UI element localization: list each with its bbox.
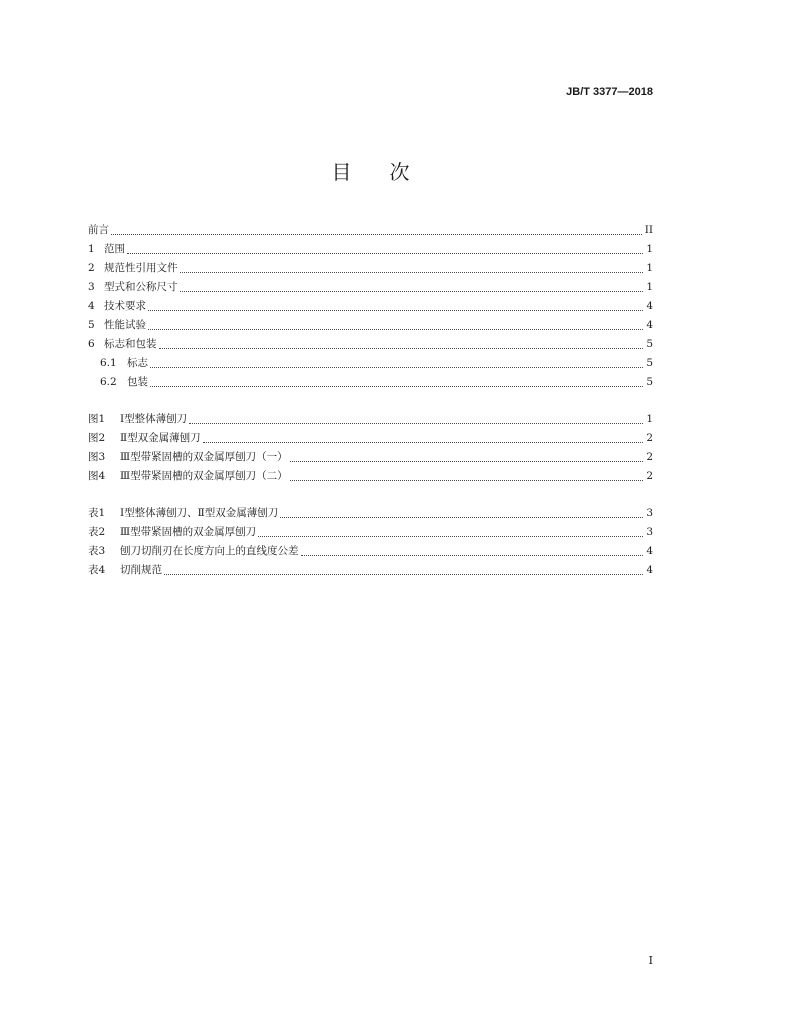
toc-entry-page: II (644, 224, 653, 236)
toc-tables (88, 504, 653, 580)
toc-entry-page: 2 (646, 470, 653, 482)
toc-figures (88, 410, 653, 486)
toc-entry-title: Ⅰ型整体薄刨刀、Ⅱ型双金属薄刨刀 (120, 507, 279, 519)
toc-entry-page: 2 (646, 451, 653, 463)
toc-entry-number: 表1 (88, 507, 106, 519)
toc-entry-title: 性能试验 (104, 319, 146, 331)
toc-entry-page: 4 (646, 545, 653, 557)
dot-leader (301, 555, 644, 556)
toc-entry-title: 标志和包装 (104, 338, 157, 350)
dot-leader (290, 461, 644, 462)
toc-entry-number: 4 (88, 300, 95, 312)
toc-entry-number: 表2 (88, 526, 106, 538)
toc-entry-title: 技术要求 (104, 300, 146, 312)
toc-entry-page: 1 (646, 262, 653, 274)
toc-entry-title: Ⅲ型带紧固槽的双金属厚刨刀 (120, 526, 257, 538)
toc-entry-marking-and-packaging (88, 335, 653, 354)
toc-entry-marking (88, 354, 653, 373)
toc-entry-title: 型式和公称尺寸 (104, 281, 178, 293)
dot-leader (148, 329, 643, 330)
dot-leader (127, 253, 643, 254)
toc-entry-table-3 (88, 542, 653, 561)
dot-leader (280, 517, 643, 518)
toc-entry-number: 6.1 (100, 357, 117, 369)
toc-entry-scope (88, 240, 653, 259)
toc-entry-page: 3 (646, 507, 653, 519)
footer-page-number: I (648, 954, 653, 967)
toc-entry-title: Ⅲ型带紧固槽的双金属厚刨刀（二） (120, 470, 288, 482)
toc-entry-title: 标志 (127, 357, 148, 369)
toc-entry-title: 刨刀切削刃在长度方向上的直线度公差 (120, 545, 299, 557)
toc-entry-page: 5 (646, 338, 653, 350)
dot-leader (189, 423, 643, 424)
dot-leader (148, 310, 643, 311)
toc-sections (88, 221, 653, 392)
dot-leader (150, 386, 643, 387)
toc-entry-foreword (88, 221, 653, 240)
toc-entry-table-2 (88, 523, 653, 542)
toc-entry-number: 图4 (88, 470, 106, 482)
toc-entry-title: 包装 (127, 376, 148, 388)
toc-entry-figure-3 (88, 448, 653, 467)
dot-leader (180, 291, 644, 292)
toc-entry-number: 5 (88, 319, 95, 331)
toc-entry-page: 5 (646, 376, 653, 388)
page-title: 目 次 (331, 160, 419, 184)
toc-entry-technical-requirements (88, 297, 653, 316)
toc-entry-number: 6.2 (100, 376, 117, 388)
toc-entry-title: 前言 (88, 224, 109, 236)
dot-leader (258, 536, 643, 537)
toc-entry-page: 1 (646, 413, 653, 425)
toc-entry-page: 4 (646, 300, 653, 312)
toc-entry-table-4 (88, 561, 653, 580)
toc-entry-title: Ⅲ型带紧固槽的双金属厚刨刀（一） (120, 451, 288, 463)
toc-entry-page: 4 (646, 564, 653, 576)
toc-entry-figure-1 (88, 410, 653, 429)
toc-entry-number: 6 (88, 338, 95, 350)
dot-leader (159, 348, 644, 349)
toc-entry-number: 表3 (88, 545, 106, 557)
toc-entry-number: 图1 (88, 413, 106, 425)
toc-entry-title: 切削规范 (120, 564, 162, 576)
toc-entry-number: 2 (88, 262, 95, 274)
dot-leader (180, 272, 644, 273)
toc-entry-table-1 (88, 504, 653, 523)
toc-entry-page: 2 (646, 432, 653, 444)
toc-entry-number: 表4 (88, 564, 106, 576)
toc-entry-normative-references (88, 259, 653, 278)
toc-entry-figure-4 (88, 467, 653, 486)
dot-leader (164, 574, 643, 575)
toc-entry-number: 1 (88, 243, 95, 255)
toc-entry-number: 图3 (88, 451, 106, 463)
toc-entry-page: 4 (646, 319, 653, 331)
toc-entry-page: 3 (646, 526, 653, 538)
toc-entry-page: 5 (646, 357, 653, 369)
toc-entry-page: 1 (646, 281, 653, 293)
toc-entry-number: 3 (88, 281, 95, 293)
toc-entry-types-and-dimensions (88, 278, 653, 297)
toc-entry-performance-tests (88, 316, 653, 335)
toc-entry-number: 图2 (88, 432, 106, 444)
dot-leader (111, 234, 642, 235)
toc-entry-title: Ⅰ型整体薄刨刀 (120, 413, 188, 425)
toc-entry-figure-2 (88, 429, 653, 448)
toc-entry-packaging (88, 373, 653, 392)
toc-entry-title: Ⅱ型双金属薄刨刀 (120, 432, 201, 444)
toc-entry-title: 规范性引用文件 (104, 262, 178, 274)
dot-leader (203, 442, 644, 443)
table-of-contents (88, 221, 653, 580)
dot-leader (150, 367, 643, 368)
dot-leader (290, 480, 644, 481)
toc-entry-page: 1 (646, 243, 653, 255)
document-number: JB/T 3377—2018 (566, 86, 653, 98)
toc-entry-title: 范围 (104, 243, 125, 255)
